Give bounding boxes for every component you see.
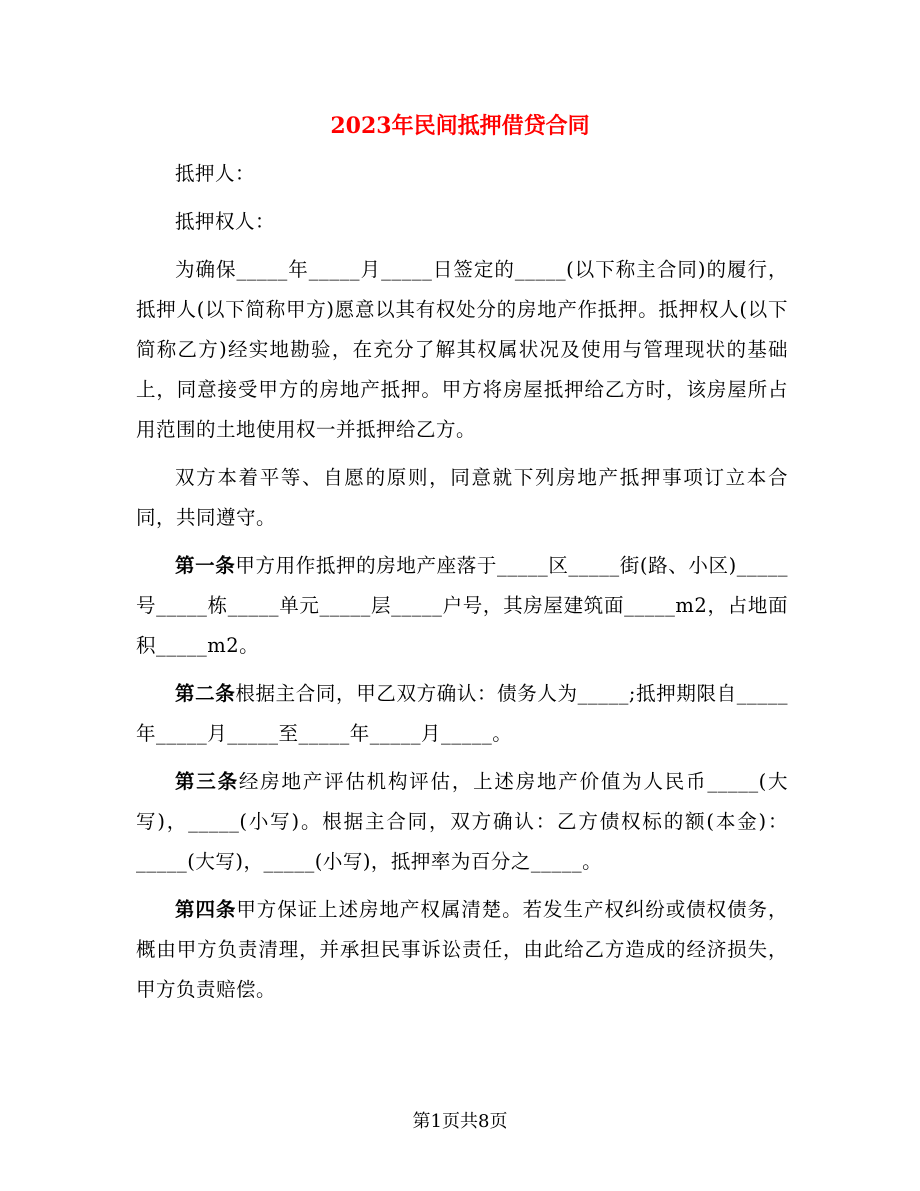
- document-title: 2023年民间抵押借贷合同: [330, 113, 590, 139]
- paragraph-text: 抵押权人：: [175, 210, 276, 233]
- intro-paragraph: [136, 250, 788, 450]
- paragraph-text: 甲方用作抵押的房地产座落于_____区_____街(路、小区)_____号_____栋_____单元_____层_____户号，其房屋建筑面_____m2，占地面积_____m2。: [136, 554, 788, 657]
- page-number: 第1页共8页: [412, 1111, 508, 1132]
- article-1: [136, 546, 788, 666]
- mortgagee-line: [136, 202, 788, 242]
- document-body: [136, 154, 788, 1018]
- article-lead: 第三条: [175, 770, 239, 793]
- article-3: [136, 762, 788, 882]
- article-2: [136, 674, 788, 754]
- mortgagor-line: [136, 154, 788, 194]
- paragraph-text: 根据主合同，甲乙双方确认：债务人为_____;抵押期限自_____年_____月_____至_____年_____月_____。: [136, 682, 788, 745]
- paragraph-text: 为确保_____年_____月_____日签定的_____(以下称主合同)的履行，抵押人(以下简称甲方)愿意以其有权处分的房地产作抵押。抵押权人(以下简称乙方)经实地勘验，在充分了解其权属状况及使用与管理现状的基础上，同意接受甲方的房地产抵押。甲方将房屋抵押给乙方时，该房屋所占用范围的土地使用权一并抵押给乙方。: [136, 258, 788, 441]
- paragraph-text: 甲方保证上述房地产权属清楚。若发生产权纠纷或债权债务，概由甲方负责清理，并承担民事诉讼责任，由此给乙方造成的经济损失，甲方负责赔偿。: [136, 898, 788, 1001]
- paragraph-text: 经房地产评估机构评估，上述房地产价值为人民币_____(大写)，_____(小写)。根据主合同，双方确认：乙方债权标的额(本金)：_____(大写)，_____(小写)，抵押率为百分之_____。: [136, 770, 788, 873]
- article-lead: 第二条: [175, 682, 236, 705]
- article-4: [136, 890, 788, 1010]
- article-lead: 第四条: [175, 898, 237, 921]
- principle-paragraph: [136, 458, 788, 538]
- article-lead: 第一条: [175, 554, 236, 577]
- paragraph-text: 抵押人：: [175, 162, 256, 185]
- paragraph-text: 双方本着平等、自愿的原则，同意就下列房地产抵押事项订立本合同，共同遵守。: [136, 466, 788, 529]
